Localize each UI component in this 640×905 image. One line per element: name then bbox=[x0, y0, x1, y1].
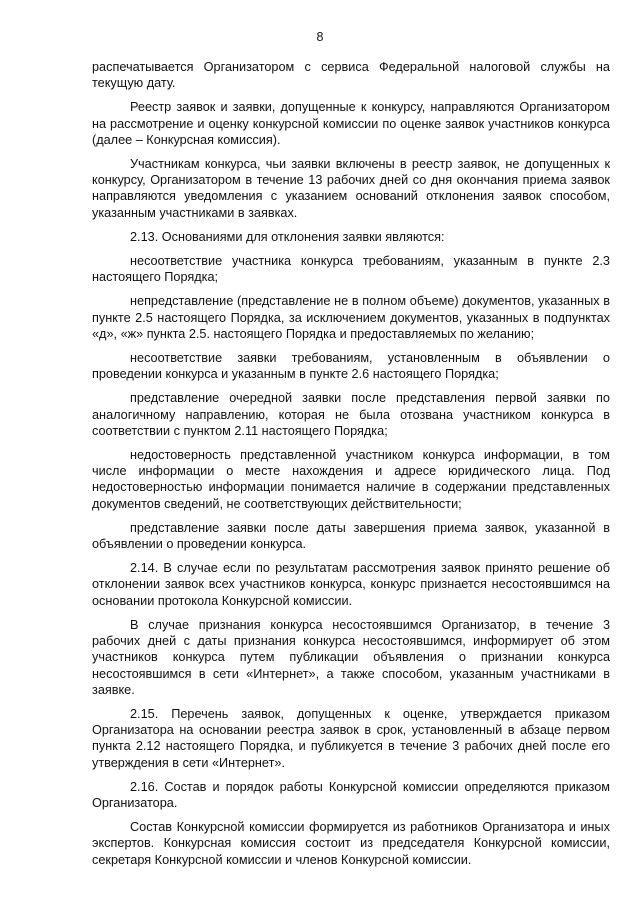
paragraph-ground-nonconformity: несоответствие заявки требованиям, установленным в объявлении о проведении конкурса и указанным в пункте 2.6 настоящего Порядка; bbox=[92, 351, 610, 382]
paragraph-2-13-heading: 2.13. Основаниями для отклонения заявки являются: bbox=[130, 229, 445, 244]
paragraph-ground-requirements: несоответствие участника конкурса требованиям, указанным в пункте 2.3 настоящего Порядка; bbox=[92, 254, 610, 285]
paragraph-registry-submission: Реестр заявок и заявки, допущенные к конкурсу, направляются Организатором на рассмотрение и оценку конкурсной комиссии по оценке заявок участников конкурса (далее – Конкурсная комиссия). bbox=[92, 100, 610, 147]
document-body bbox=[92, 59, 610, 876]
paragraph-ground-repeat-application: представление очередной заявки после представления первой заявки по аналогичному направлению, которая не была отозвана участником конкурса в соответствии с пунктом 2.11 настоящего Порядка; bbox=[92, 391, 610, 438]
paragraph-rejection-notice: Участникам конкурса, чьи заявки включены в реестр заявок, не допущенных к конкурсу, Организатором в течение 13 рабочих дней со дня окончания приема заявок направляются уведомления с указанием оснований отклонения заявок способом, указанным участниками в заявках. bbox=[92, 157, 610, 220]
paragraph-commission-composition: Состав Конкурсной комиссии формируется из работников Организатора и иных экспертов. Конкурсная комиссия состоит из председателя Конкурсной комиссии, секретаря Конкурсной комиссии и членов Конкурсной комиссии. bbox=[92, 820, 610, 867]
paragraph-2-15: 2.15. Перечень заявок, допущенных к оценке, утверждается приказом Организатора на основании реестра заявок в срок, установленный в абзаце первом пункта 2.12 настоящего Порядка, и публикуется в течение 3 рабочих дней после его утверждения в сети «Интернет». bbox=[92, 706, 610, 770]
paragraph-failed-contest-notice: В случае признания конкурса несостоявшимся Организатор, в течение 3 рабочих дней с даты признания конкурса несостоявшимся, информирует об этом участников конкурса путем публикации объявления о признании конкурса несостоявшимся в сети «Интернет», а также способом, указанным участниками в заявке. bbox=[92, 617, 610, 697]
paragraph-2-16: 2.16. Состав и порядок работы Конкурсной комиссии определяются приказом Организатора. bbox=[92, 779, 610, 810]
paragraph-ground-late-submission: представление заявки после даты завершения приема заявок, указанной в объявлении о проведении конкурса. bbox=[92, 520, 610, 552]
paragraph-2-14: 2.14. В случае если по результатам рассмотрения заявок принято решение об отклонении заявок всех участников конкурса, конкурс признается несостоявшимся на основании протокола Конкурсной комиссии. bbox=[92, 561, 610, 608]
paragraph-continuation: распечатывается Организатором с сервиса Федеральной налоговой службы на текущую дату. bbox=[92, 60, 610, 91]
page-number: 8 bbox=[316, 30, 324, 44]
paragraph-ground-false-information: недостоверность представленной участником конкурса информации, в том числе информации о месте нахождения и адресе юридического лица. Под недостоверностью информации понимается наличие в содержании представленных документов сведений, не соответствующих действительности; bbox=[92, 448, 610, 511]
paragraph-ground-documents: непредставление (представление не в полном объеме) документов, указанных в пункте 2.5 настоящего Порядка, за исключением документов, указанных в подпунктах «д», «ж» пункта 2.5. настоящего Порядка и предоставляемых по желанию; bbox=[92, 294, 610, 341]
